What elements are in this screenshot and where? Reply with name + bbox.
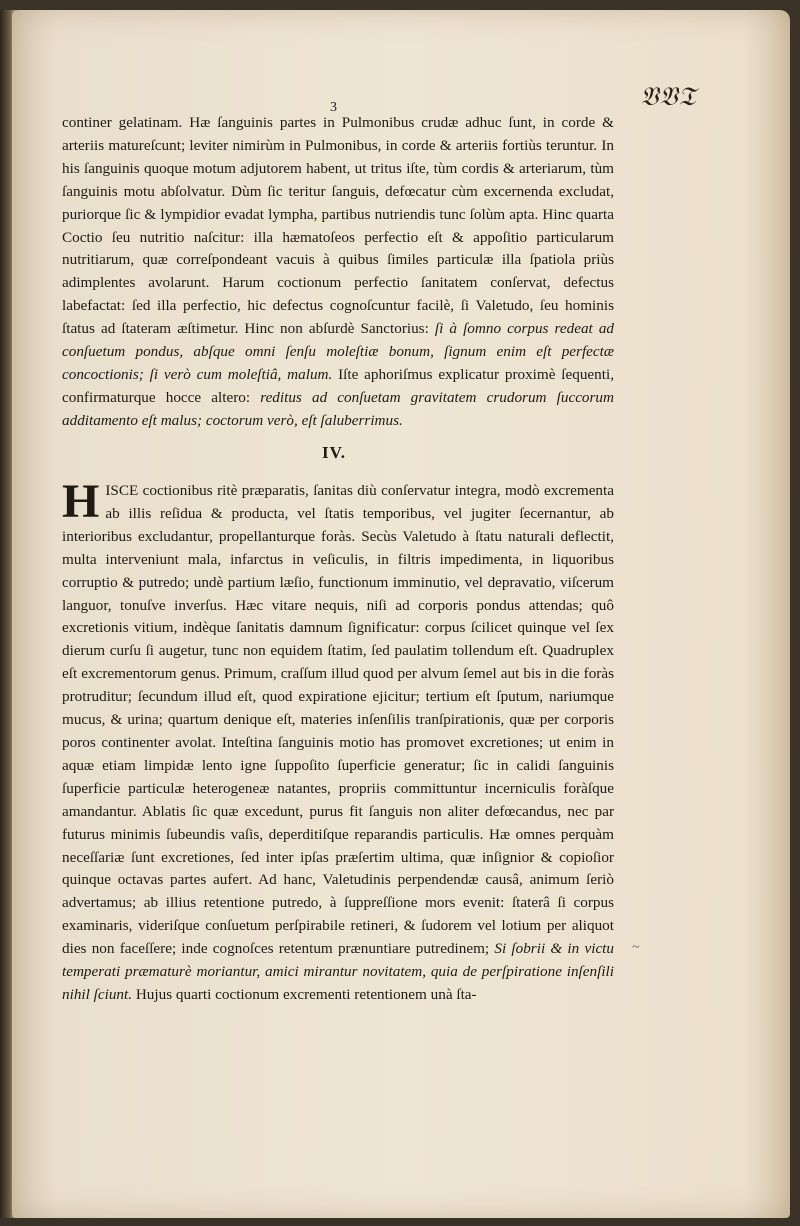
folio-number: 𝔙𝔙𝔗 bbox=[640, 82, 697, 112]
paragraph-2 bbox=[62, 475, 614, 1007]
paragraph-1-quote-a: ſi à ſomno corpus redeat ad conſuetum pondus, abſque omni ſenſu moleſtiæ bonum, ſignum enim eſt perfectæ concoctionis; ſi verò cum moleſtiâ, malum. bbox=[62, 320, 615, 383]
section-heading: IV. bbox=[322, 443, 346, 462]
paragraph-2-quote-a: Si ſobrii & in victu temperati præmaturè moriantur, amici mirantur novitatem, quia de perſpiratione inſenſili nihil ſciunt. bbox=[62, 940, 614, 1003]
paragraph-1-text-a: continer gelatinam. Hæ ſanguinis partes in Pulmonibus crudæ adhuc ſunt, in corde & arteriis matureſcunt; leviter nimirùm in Pulmonibus, in corde & arteriis fortiùs teruntur. In his ſanguinis quoque motum adjutorem habent, ut tritus iſte, tùm cordis & arteriarum, tùm ſanguinis motu abſolvatur. Dùm ſic teritur ſanguis, defœcatur cùm excernenda excludat, puriorque ſic & lympidior evadat lympha, partibus nutriendis tunc ſolùm apta. Hinc quarta Coctio ſeu nutritio naſcitur: illa hæmatoſeos perfectio eſt & appoſitio particularum nutritiarum, quæ correſpondeant vacuis à quibus ſimiles particulæ illa ſpatiola priùs adimplentes avolarunt. Harum coctionum perfectio ſanitatem conſervat, defectus labefactat: ſed illa perfectio, hic defectus cognoſcuntur facilè, ſi Valetudo, ſeu hominis ſtatus ad ſtateram æſtimetur. Hinc non abſurdè Sanctorius: bbox=[62, 114, 614, 338]
paragraph-1 bbox=[62, 112, 614, 433]
drop-cap: H bbox=[62, 475, 100, 528]
paragraph-2-text-a: ISCE coctionibus ritè præparatis, ſanitas diù conſervatur integra, modò excrementa ab illis reſidua & producta, vel ſtatis temporibus, vel jugiter ſecernantur, ab interioribus excludantur, propellanturque foràs. Secùs Valetudo à ſtatu naturali deflectit, multa interveniunt mala, infarctus in veſiculis, in filtris impedimenta, in liquoribus corruptio & putredo; undè partium læſio, functionum imminutio, vel depravatio, viſcerum languor, tonuſve inverſus. Hæc vitare nequis, niſi ad corporis pondus attendas; quô excretionis vitium, indèque ſanitatis damnum ſignificatur: corpus ſcilicet quinque vel ſex dierum curſu ſi augetur, tunc non equidem ſtatim, ſed paulatim tollendum eſt. Quadruplex eſt excrementorum genus. Primum, craſſum illud quod per alvum ſemel aut bis in die foràs protruditur; ſecundum illud eſt, quod expiratione ejicitur; tertium eſt ſputum, nariumque mucus, & urina; quartum denique eſt, materies inſenſilis tranſpirationis, quæ per corporis poros continenter avolat. Inteſtina ſanguinis motio has promovet excretiones; ut enim in aquæ etiam limpidæ lento igne ſuppoſito ſuperficie generatur; ſic in calidi ſanguinis ſuperficie particulæ heterogeneæ natantes, propriis committuntur incerniculis foràſque amandantur. Ablatis ſic quæ excedunt, purus fit ſanguis non aliter defœcandus, nec par futurus minimis ſubeundis vaſis, deperditiſque reparandis particulis. Hæ omnes perquàm neceſſariæ ſunt excretiones, ſed inter ipſas præſertim ultima, quæ inſignior & copioſior quinque octavas partes aufert. Ad hanc, Valetudinis perpendendæ causâ, animum ſeriò advertamus; ab illius retentione putredo, à ſuppreſſione mors evenit: ſtaterâ ſi corpus examinaris, videriſque conſuetum perſpirabile retineri, & ſudorem vel lotium per aliquot dies non faceſſere; inde cognoſces retentum prænuntiare putredinem; bbox=[62, 482, 614, 958]
paragraph-1-text-b: Iſte aphoriſmus explicatur proximè ſequenti, confirmaturque hocce altero: bbox=[62, 365, 614, 406]
margin-mark: ~ bbox=[632, 940, 640, 955]
signature-mark: 3 bbox=[330, 100, 337, 115]
paragraph-2-text-b: Hujus quarti coctionum excrementi retentionem unà ſta- bbox=[135, 985, 477, 1003]
paragraph-1-quote-b: reditus ad conſuetam gravitatem crudorum ſuccorum additamento eſt malus; coctorum verò, eſt ſaluberrimus. bbox=[62, 388, 614, 429]
